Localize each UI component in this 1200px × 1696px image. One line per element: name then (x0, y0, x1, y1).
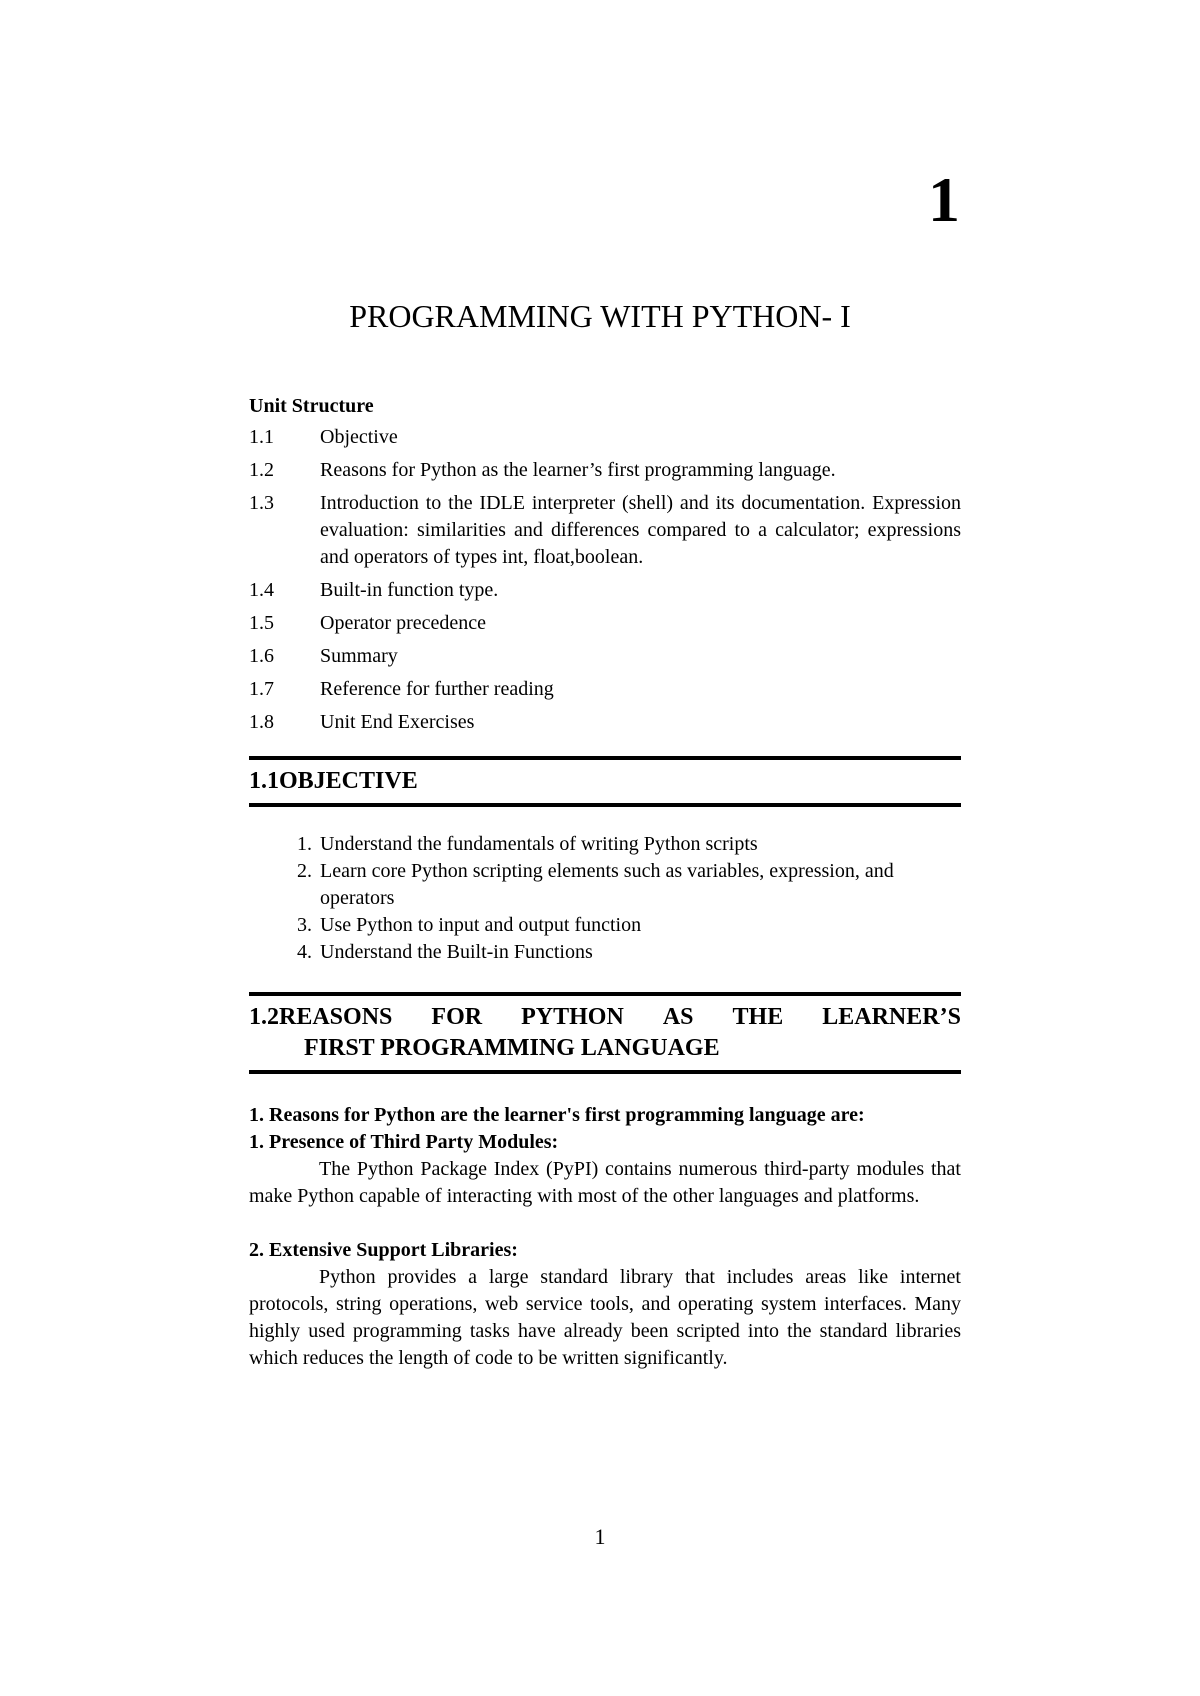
section-heading-reasons (249, 992, 961, 1074)
toc-item-number: 1.8 (249, 711, 274, 733)
unit-structure-list (249, 424, 961, 736)
list-item-number: 1. (297, 833, 312, 855)
toc-item (249, 643, 961, 670)
toc-item-text: Unit End Exercises (320, 711, 475, 733)
list-item (249, 912, 961, 939)
toc-item (249, 490, 961, 571)
list-item-number: 2. (297, 860, 312, 882)
list-item-text: Use Python to input and output function (320, 914, 642, 936)
list-item (249, 858, 961, 912)
point-title: 2. Extensive Support Libraries: (249, 1239, 518, 1261)
toc-item (249, 424, 961, 451)
toc-item-number: 1.1 (249, 426, 274, 448)
toc-item-number: 1.6 (249, 645, 274, 667)
toc-item (249, 610, 961, 637)
list-item-number: 4. (297, 941, 312, 963)
list-item (249, 939, 961, 966)
chapter-title: PROGRAMMING WITH PYTHON- I (349, 298, 851, 334)
toc-item-number: 1.4 (249, 579, 274, 601)
section-heading-line-1 (249, 1002, 961, 1033)
page-content (249, 393, 961, 1372)
toc-item-text: Reference for further reading (320, 678, 554, 700)
heading-word: PYTHON (521, 1004, 624, 1030)
list-item (249, 831, 961, 858)
reasons-intro: 1. Reasons for Python are the learner's first programming language are: (249, 1104, 865, 1126)
toc-item (249, 577, 961, 604)
list-item-text: Understand the Built-in Functions (320, 941, 593, 963)
toc-item-text: Objective (320, 426, 398, 448)
heading-word: 1.2REASONS (249, 1004, 393, 1030)
heading-word: FOR (431, 1004, 483, 1030)
chapter-number: 1 (928, 164, 960, 235)
toc-item-text: Introduction to the IDLE interpreter (shell) and its documentation. Expression evaluation: similarities and differences compared to a calculator; expressions and operators of types int, float,boolean. (320, 492, 961, 568)
point-body: Python provides a large standard library that includes areas like internet protocols, string operations, web service tools, and operating system interfaces. Many highly used programming tasks have already been scripted into the standard libraries which reduces the length of code to be written significantly. (249, 1266, 961, 1369)
toc-item (249, 676, 961, 703)
unit-structure-heading: Unit Structure (249, 395, 374, 417)
list-item-text: Understand the fundamentals of writing Python scripts (320, 833, 758, 855)
toc-item-text: Operator precedence (320, 612, 486, 634)
toc-item-number: 1.3 (249, 492, 274, 514)
heading-word: AS (662, 1004, 694, 1030)
toc-item-text: Summary (320, 645, 398, 667)
toc-item-text: Built-in function type. (320, 579, 499, 601)
point-body: The Python Package Index (PyPI) contains numerous third-party modules that make Python capable of interacting with most of the other languages and platforms. (249, 1158, 961, 1207)
heading-word: LEARNER’S (822, 1004, 961, 1030)
heading-word: THE (732, 1004, 784, 1030)
toc-item-number: 1.7 (249, 678, 274, 700)
paragraph-spacer (249, 1210, 961, 1237)
toc-item-number: 1.2 (249, 459, 274, 481)
objective-list (249, 831, 961, 966)
toc-item-number: 1.5 (249, 612, 274, 634)
toc-item (249, 457, 961, 484)
section-heading-objective: 1.1OBJECTIVE (249, 756, 961, 807)
point-title: 1. Presence of Third Party Modules: (249, 1131, 559, 1153)
toc-item (249, 709, 961, 736)
list-item-number: 3. (297, 914, 312, 936)
page-number: 1 (594, 1524, 606, 1549)
toc-item-text: Reasons for Python as the learner’s first programming language. (320, 459, 836, 481)
section-heading-line-2: FIRST PROGRAMMING LANGUAGE (304, 1035, 720, 1061)
reasons-body (249, 1102, 961, 1372)
list-item-text: Learn core Python scripting elements such as variables, expression, and operators (320, 860, 894, 909)
